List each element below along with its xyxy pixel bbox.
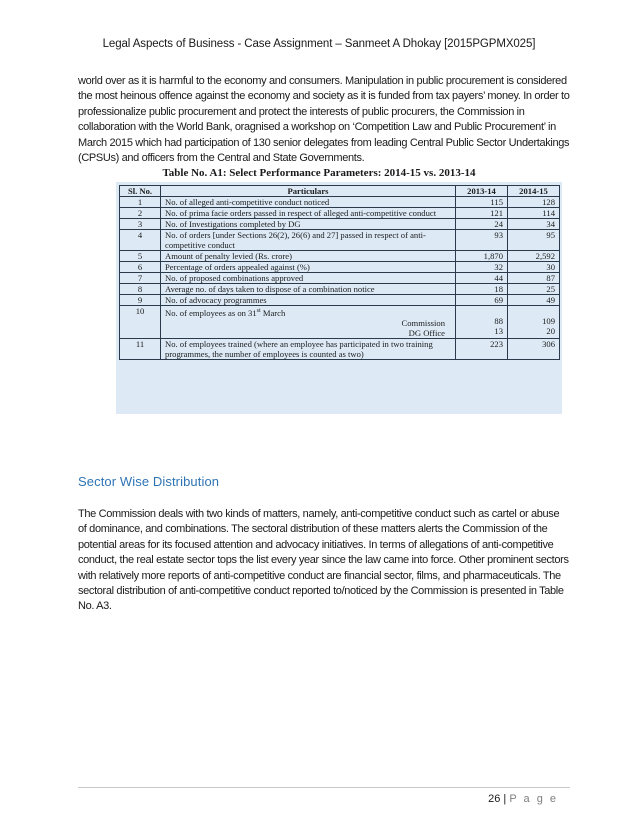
row-sl: 6	[120, 262, 161, 273]
table-row	[120, 295, 560, 306]
row-value-2014-15: 25	[508, 284, 560, 295]
dg-office-value-2014-15: 20	[546, 326, 555, 336]
commission-value-2013-14: 88	[494, 316, 503, 326]
table-row	[120, 197, 560, 208]
row-value-2013-14: 1,870	[456, 251, 508, 262]
table-row	[120, 251, 560, 262]
body-paragraph-sector: The Commission deals with two kinds of matters, namely, anti-competitive conduct such as cartel or abuse of dominance, and combinations. The sectoral distribution of these matters alerts the Commission of the potential areas for its focused attention and advocacy initiatives. In terms of allegations of anti-competitive conduct, the real estate sector tops the list every year since the law came into force. Other prominent sectors with relatively more reports of anti-competitive conduct are financial sector, films, and pharmaceuticals. The sectoral distribution of anti-competitive conduct reported to/noticed by the Commission is presented in Table No. A3.	[78, 508, 569, 613]
row-sl: 10	[120, 306, 161, 339]
row-particulars: No. of alleged anti-competitive conduct noticed	[161, 197, 456, 208]
header-sl-no: Sl. No.	[120, 186, 161, 197]
page-footer	[488, 793, 558, 805]
header-2013-14: 2013-14	[456, 186, 508, 197]
sub-label-commission: Commission	[401, 317, 445, 328]
row-value-2014-15: 34	[508, 219, 560, 230]
table-row-employees	[120, 306, 560, 339]
footer-separator: |	[503, 793, 507, 805]
row-sl: 7	[120, 273, 161, 284]
row-particulars: No. of Investigations completed by DG	[161, 219, 456, 230]
table-row	[120, 230, 560, 251]
sub-label-dg-office: DG Office	[408, 327, 445, 338]
row-value-2014-15: 114	[508, 208, 560, 219]
dg-office-value-2013-14: 13	[494, 326, 503, 336]
row-sl: 9	[120, 295, 161, 306]
row-value-2014-15: 95	[508, 230, 560, 251]
row-value-2013-14: 69	[456, 295, 508, 306]
employees-label-suffix: st	[256, 308, 261, 314]
row-value-2013-14	[456, 306, 508, 339]
row-value-2014-15: 87	[508, 273, 560, 284]
row-sl: 8	[120, 284, 161, 295]
row-value-2013-14: 18	[456, 284, 508, 295]
row-value-2013-14: 32	[456, 262, 508, 273]
row-value-2014-15: 128	[508, 197, 560, 208]
row-value-2013-14: 115	[456, 197, 508, 208]
row-particulars: No. of prima facie orders passed in respect of alleged anti-competitive conduct	[161, 208, 456, 219]
table-row	[120, 219, 560, 230]
row-value-2013-14: 223	[456, 338, 508, 359]
row-sl: 1	[120, 197, 161, 208]
table-row	[120, 208, 560, 219]
employees-label-text: No. of employees as on 31	[165, 307, 257, 318]
row-particulars: No. of orders [under Sections 26(2), 26(6) and 27] passed in respect of anti-competitive conduct	[161, 230, 456, 251]
header-2014-15: 2014-15	[508, 186, 560, 197]
row-sl: 11	[120, 338, 161, 359]
row-value-2013-14: 44	[456, 273, 508, 284]
row-value-2013-14: 93	[456, 230, 508, 251]
table-row	[120, 262, 560, 273]
row-value-2014-15: 30	[508, 262, 560, 273]
row-value-2014-15	[508, 306, 560, 339]
row-particulars: No. of advocacy programmes	[161, 295, 456, 306]
page-header: Legal Aspects of Business - Case Assignment – Sanmeet A Dhokay [2015PGPMX025]	[102, 38, 536, 50]
footer-divider	[78, 787, 570, 788]
table-row	[120, 273, 560, 284]
page-label: P a g e	[509, 793, 558, 805]
row-particulars	[161, 306, 456, 339]
page-number: 26	[488, 793, 501, 805]
row-particulars: Amount of penalty levied (Rs. crore)	[161, 251, 456, 262]
body-paragraph-procurement: world over as it is harmful to the economy and consumers. Manipulation in public procurement is considered the most heinous offence against the economy and society as it is funded from tax payers’ money. In order to professionalize public procurement and protect the interests of public procurers, the Commission in collaboration with the World Bank, oragnised a workshop on ‘Competition Law and Public Procurement’ in March 2015 which had participation of 130 senior delegates from leading Central Public Sector Undertakings (CPSUs) and officers from the Central and State Governments.	[78, 75, 570, 165]
row-particulars: Percentage of orders appealed against (%)	[161, 262, 456, 273]
employees-label	[165, 306, 451, 318]
table-row	[120, 338, 560, 359]
row-value-2014-15: 49	[508, 295, 560, 306]
table-row	[120, 284, 560, 295]
row-particulars: Average no. of days taken to dispose of a combination notice	[161, 284, 456, 295]
row-value-2014-15: 2,592	[508, 251, 560, 262]
row-particulars: No. of employees trained (where an employee has participated in two training programmes, the number of employees is counted as two)	[161, 338, 456, 359]
table-title: Table No. A1: Select Performance Parameters: 2014-15 vs. 2013-14	[162, 167, 476, 179]
row-sl: 3	[120, 219, 161, 230]
row-sl: 2	[120, 208, 161, 219]
row-value-2013-14: 121	[456, 208, 508, 219]
row-value-2014-15: 306	[508, 338, 560, 359]
performance-table-container	[116, 182, 562, 414]
row-sl: 5	[120, 251, 161, 262]
performance-table	[119, 185, 560, 360]
header-particulars: Particulars	[161, 186, 456, 197]
table-header-row	[120, 186, 560, 197]
section-heading: Sector Wise Distribution	[78, 474, 220, 489]
commission-value-2014-15: 109	[542, 316, 555, 326]
row-particulars: No. of proposed combinations approved	[161, 273, 456, 284]
row-sl: 4	[120, 230, 161, 251]
row-value-2013-14: 24	[456, 219, 508, 230]
employees-label-month: March	[260, 307, 286, 318]
